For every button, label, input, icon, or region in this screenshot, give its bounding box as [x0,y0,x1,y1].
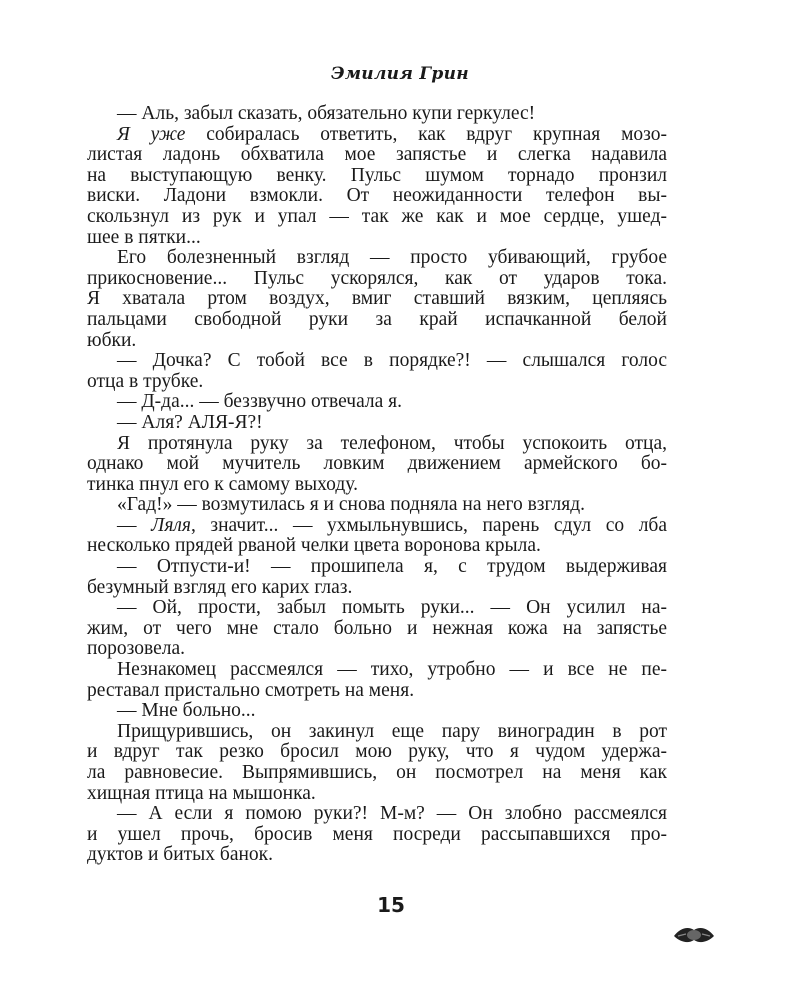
text-line: несколько прядей рваной челки цвета воронова крыла. [87,535,541,557]
text-line: скользнул из рук и упал — так же как и мое сердце, ушед- [87,205,667,227]
text-line: Незнакомец рассмеялся — тихо, утробно — и все не пе- [117,659,667,681]
text-line: жим, от чего мне стало больно и нежная кожа на запястье [87,617,667,639]
text-line: и ушел прочь, бросив меня посреди рассыпавшихся про- [87,823,667,845]
text-line: дуктов и битых банок. [87,844,274,866]
text-line: — Ляля, значит... — ухмыльнувшись, парень сдул со лба [117,514,668,536]
text-line: — Отпусти-и! — прошипела я, с трудом выдерживая [117,556,667,578]
text-line: Я уже собиралась ответить, как вдруг крупная мозо- [117,123,667,145]
text-line: прикосновение... Пульс ускорялся, как от ударов тока. [87,267,667,289]
page-number: 15 [377,893,405,917]
text-line: — Аля? АЛЯ-Я?! [117,411,263,433]
text-line: «Гад!» — возмутилась я и снова подняла на него взгляд. [117,494,586,516]
text-line: ла равновесие. Выпрямившись, он посмотрел на меня как [87,762,667,783]
text-line: отца в трубке. [87,370,204,392]
text-line: Я протянула руку за телефоном, чтобы успокоить отца, [117,432,667,454]
text-line: Прищурившись, он закинул еще пару виноградин в рот [117,720,667,742]
text-line: Его болезненный взгляд — просто убивающий, грубое [117,247,667,269]
text-line: листая ладонь обхватила мое запястье и слегка надавила [87,144,667,166]
text-line: — Дочка? С тобой все в порядке?! — слышался голос [117,350,667,372]
page-corner-ornament-icon [672,922,716,948]
text-line: шее в пятки... [87,226,201,248]
text-line: однако мой мучитель ловким движением армейского бо- [87,453,667,475]
text-line: порозовела. [87,638,186,660]
text-line: — Мне больно... [117,700,256,722]
running-header-author: Эмилия Грин [331,64,469,84]
text-line: — Аль, забыл сказать, обязательно купи геркулес! [117,103,536,124]
text-line: хищная птица на мышонка. [87,782,316,804]
body-text [87,104,667,866]
text-line: реставал пристально смотреть на меня. [87,679,415,701]
text-line: на выступающую венку. Пульс шумом торнадо пронзил [87,164,667,186]
text-line: и вдруг так резко бросил мою руку, что я чудом удержа- [87,741,667,763]
text-line: безумный взгляд его карих глаз. [87,576,353,598]
text-line: Я хватала ртом воздух, вмиг ставший вязким, цепляясь [87,288,667,310]
text-line: — Д-да... — беззвучно отвечала я. [117,391,402,413]
text-line: — А если я помою руки?! М-м? — Он злобно рассмеялся [117,803,667,825]
text-line: виски. Ладони взмокли. От неожиданности телефон вы- [87,185,667,207]
text-line: тинка пнул его к самому выходу. [87,473,358,495]
text-line: — Ой, прости, забыл помыть руки... — Он усилил на- [117,597,667,619]
text-line: юбки. [87,329,137,351]
text-line: пальцами свободной руки за край испачканной белой [87,308,667,330]
